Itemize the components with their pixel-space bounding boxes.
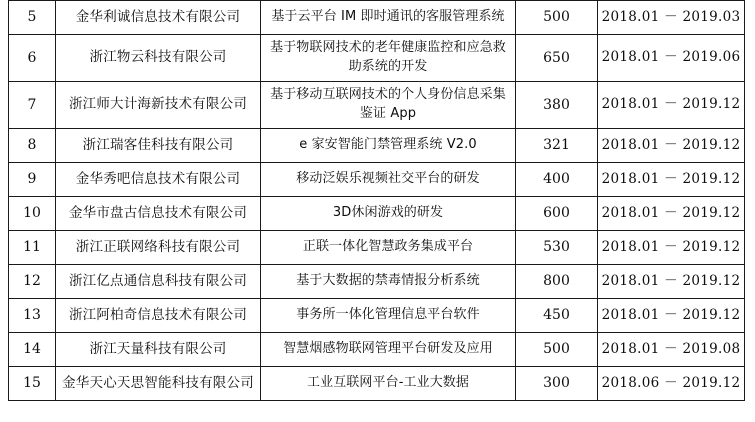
cell-date: 2018.01 － 2019.06	[598, 35, 745, 82]
cell-amount: 321	[516, 129, 598, 163]
table-row	[9, 333, 745, 367]
cell-company: 浙江天量科技有限公司	[56, 333, 261, 367]
cell-company: 金华市盘古信息技术有限公司	[56, 197, 261, 231]
cell-index: 5	[9, 1, 56, 35]
cell-company: 浙江阿柏奇信息技术有限公司	[56, 299, 261, 333]
cell-project: 基于物联网技术的老年健康监控和应急救助系统的开发	[261, 35, 516, 82]
cell-company: 浙江师大计海新技术有限公司	[56, 82, 261, 129]
cell-company: 金华天心天思智能科技有限公司	[56, 367, 261, 401]
table-row	[9, 163, 745, 197]
cell-index: 12	[9, 265, 56, 299]
cell-amount: 400	[516, 163, 598, 197]
cell-amount: 600	[516, 197, 598, 231]
cell-date: 2018.01 － 2019.12	[598, 265, 745, 299]
cell-date: 2018.06 － 2019.12	[598, 367, 745, 401]
cell-project: 基于大数据的禁毒情报分析系统	[261, 265, 516, 299]
cell-date: 2018.01 － 2019.08	[598, 333, 745, 367]
cell-index: 7	[9, 82, 56, 129]
project-funding-table	[8, 0, 745, 401]
cell-amount: 450	[516, 299, 598, 333]
cell-project: 移动泛娱乐视频社交平台的研发	[261, 163, 516, 197]
table-row	[9, 129, 745, 163]
cell-project: 正联一体化智慧政务集成平台	[261, 231, 516, 265]
table-row	[9, 367, 745, 401]
cell-date: 2018.01 － 2019.12	[598, 231, 745, 265]
cell-index: 10	[9, 197, 56, 231]
cell-company: 浙江物云科技有限公司	[56, 35, 261, 82]
cell-amount: 530	[516, 231, 598, 265]
cell-index: 15	[9, 367, 56, 401]
cell-amount: 500	[516, 1, 598, 35]
table-row	[9, 35, 745, 82]
cell-project: 基于云平台 IM 即时通讯的客服管理系统	[261, 1, 516, 35]
cell-company: 浙江亿点通信息科技有限公司	[56, 265, 261, 299]
cell-date: 2018.01 － 2019.12	[598, 163, 745, 197]
cell-index: 8	[9, 129, 56, 163]
cell-index: 14	[9, 333, 56, 367]
cell-project: 工业互联网平台-工业大数据	[261, 367, 516, 401]
cell-date: 2018.01 － 2019.12	[598, 299, 745, 333]
table-row	[9, 1, 745, 35]
cell-amount: 500	[516, 333, 598, 367]
cell-index: 6	[9, 35, 56, 82]
cell-project: 3D休闲游戏的研发	[261, 197, 516, 231]
table-row	[9, 82, 745, 129]
cell-amount: 650	[516, 35, 598, 82]
table-row	[9, 231, 745, 265]
cell-amount: 380	[516, 82, 598, 129]
cell-company: 浙江瑞客佳科技有限公司	[56, 129, 261, 163]
cell-date: 2018.01 － 2019.12	[598, 197, 745, 231]
table-row	[9, 197, 745, 231]
cell-index: 11	[9, 231, 56, 265]
table-body	[9, 1, 745, 401]
cell-index: 13	[9, 299, 56, 333]
cell-company: 金华利诚信息技术有限公司	[56, 1, 261, 35]
cell-amount: 300	[516, 367, 598, 401]
cell-date: 2018.01 － 2019.12	[598, 129, 745, 163]
cell-date: 2018.01 － 2019.03	[598, 1, 745, 35]
cell-date: 2018.01 － 2019.12	[598, 82, 745, 129]
cell-project: e 家安智能门禁管理系统 V2.0	[261, 129, 516, 163]
cell-index: 9	[9, 163, 56, 197]
cell-project: 事务所一体化管理信息平台软件	[261, 299, 516, 333]
table-row	[9, 299, 745, 333]
table-row	[9, 265, 745, 299]
cell-amount: 800	[516, 265, 598, 299]
cell-company: 金华秀吧信息技术有限公司	[56, 163, 261, 197]
cell-project: 智慧烟感物联网管理平台研发及应用	[261, 333, 516, 367]
cell-project: 基于移动互联网技术的个人身份信息采集鉴证 App	[261, 82, 516, 129]
cell-company: 浙江正联网络科技有限公司	[56, 231, 261, 265]
